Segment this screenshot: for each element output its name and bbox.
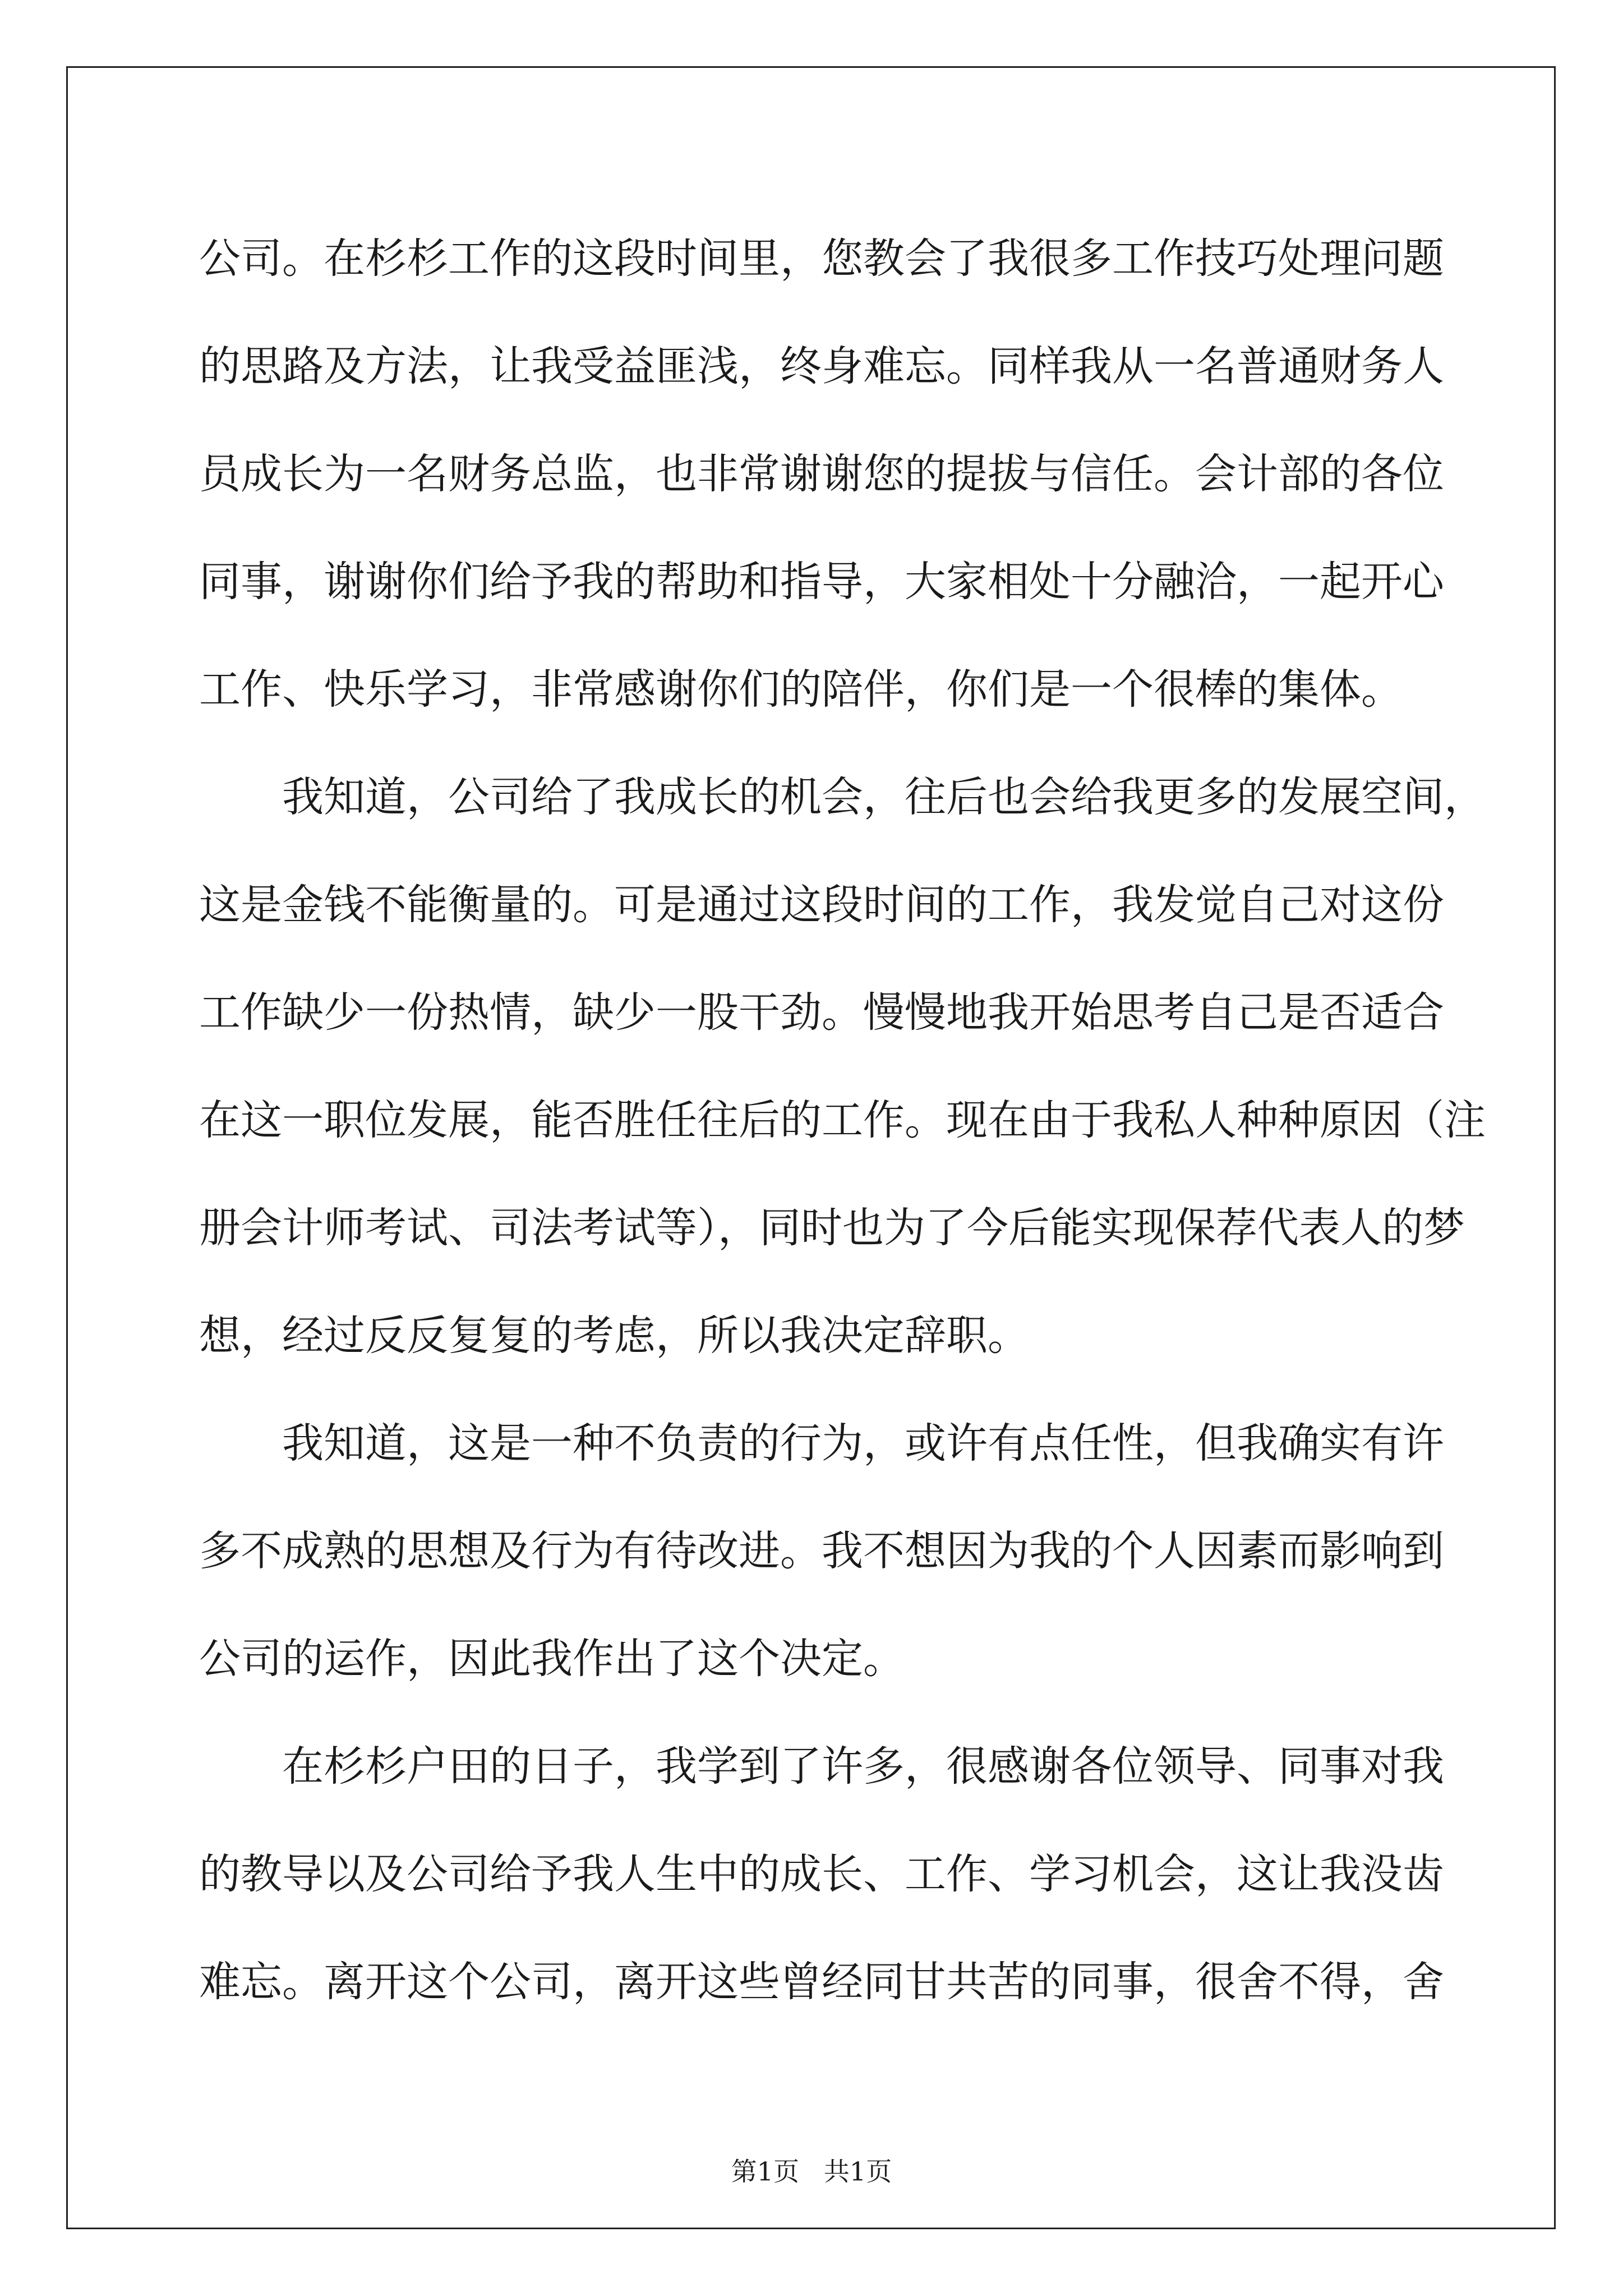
- text-line: 在杉杉户田的日子，我学到了许多，很感谢各位领导、同事对我: [282, 1742, 1444, 1791]
- text-line: 我知道，这是一种不负责的行为，或许有点任性，但我确实有许: [282, 1419, 1444, 1467]
- text-line: 公司的运作，因此我作出了这个决定。: [199, 1635, 905, 1683]
- text-line: 多不成熟的思想及行为有待改进。我不想因为我的个人因素而影响到: [199, 1527, 1444, 1575]
- text-line: 员成长为一名财务总监，也非常谢谢您的提拔与信任。会计部的各位: [199, 450, 1444, 498]
- text-line: 工作缺少一份热情，缺少一股干劲。慢慢地我开始思考自己是否适合: [199, 988, 1444, 1037]
- page-footer: 第1页 共1页: [731, 2156, 892, 2187]
- text-line: 的教导以及公司给予我人生中的成长、工作、学习机会，这让我没齿: [199, 1850, 1444, 1898]
- text-line: 在这一职位发展，能否胜任往后的工作。现在由于我私人种种原因（注: [199, 1096, 1486, 1144]
- text-line: 的思路及方法，让我受益匪浅，终身难忘。同样我从一名普通财务人: [199, 342, 1444, 390]
- text-line: 这是金钱不能衡量的。可是通过这段时间的工作，我发觉自己对这份: [199, 881, 1444, 929]
- text-line: 我知道，公司给了我成长的机会，往后也会给我更多的发展空间，: [282, 773, 1486, 821]
- document-body: [199, 205, 1486, 2036]
- text-line: 同事，谢谢你们给予我的帮助和指导，大家相处十分融洽，一起开心: [199, 558, 1444, 606]
- text-line: 册会计师考试、司法考试等），同时也为了今后能实现保荐代表人的梦: [199, 1204, 1465, 1252]
- text-line: 想，经过反反复复的考虑，所以我决定辞职。: [199, 1312, 1029, 1360]
- text-line: 公司。在杉杉工作的这段时间里，您教会了我很多工作技巧处理问题: [199, 234, 1444, 283]
- text-line: 难忘。离开这个公司，离开这些曾经同甘共苦的同事，很舍不得，舍: [199, 1958, 1444, 2006]
- text-line: 工作、快乐学习，非常感谢你们的陪伴，你们是一个很棒的集体。: [199, 665, 1403, 714]
